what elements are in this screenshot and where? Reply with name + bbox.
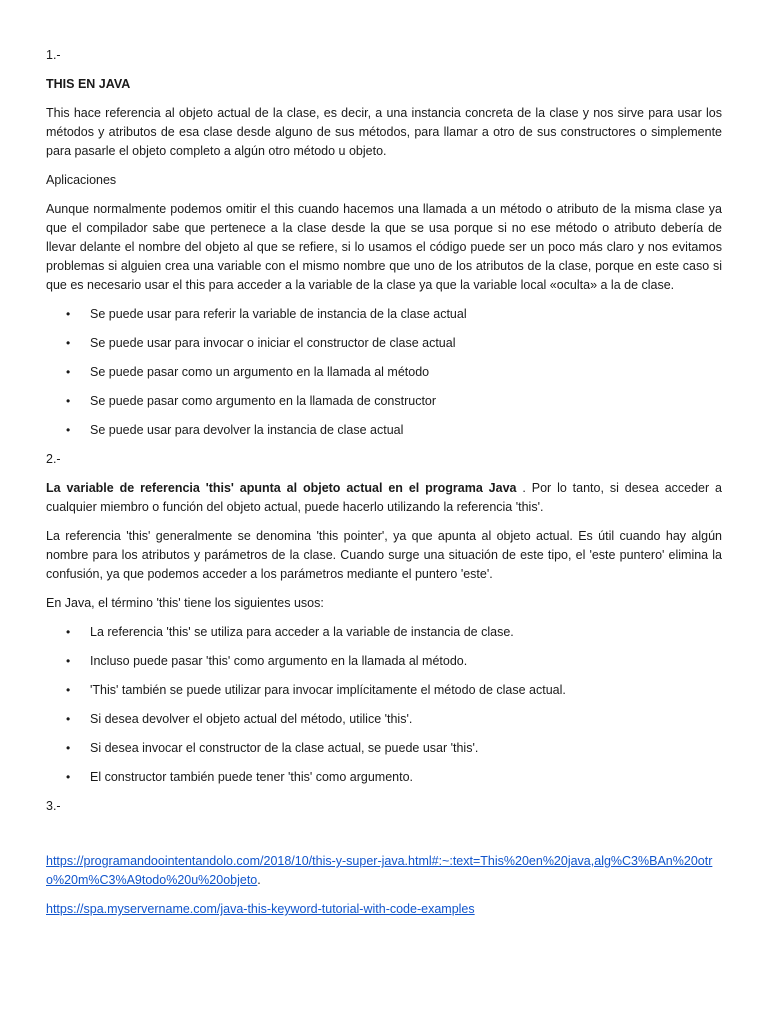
list-item: • Se puede usar para invocar o iniciar el constructor de clase actual bbox=[46, 334, 722, 353]
section-1-number: 1.- bbox=[46, 48, 61, 62]
bullet-icon: • bbox=[66, 365, 71, 379]
reference-2 bbox=[46, 900, 722, 919]
section-2-uses-intro: En Java, el término 'this' tiene los siguientes usos: bbox=[46, 596, 324, 610]
reference-link-2[interactable]: https://spa.myservername.com/java-this-keyword-tutorial-with-code-examples bbox=[46, 902, 475, 916]
section-1-bullet-list bbox=[46, 305, 722, 440]
bullet-icon: • bbox=[66, 394, 71, 408]
section-2-number: 2.- bbox=[46, 452, 61, 466]
section-1-subtitle: Aplicaciones bbox=[46, 173, 117, 187]
section-2-intro-rest: . Por lo tanto, si desea acceder a cualquier miembro o función del objeto actual, puede hacerlo utilizando la referencia 'this'. bbox=[46, 481, 723, 514]
bullet-icon: • bbox=[66, 654, 71, 668]
section-1-paragraph-2: Aunque normalmente podemos omitir el this cuando hacemos una llamada a un método o atributo de la misma clase ya que el compilador sabe que pertenece a la clase desde la que se usa porque si no ese método o atributo debería de llevar delante el nombre del objeto al que se refiere, si lo usamos el código puede ser un poco más claro y nos evitamos problemas si alguien crea una variable con el mismo nombre que uno de los atributos de la clase, porque en este caso si que es necesario usar el this para acceder a la variable de la clase ya que la variable local «oculta» a la de clase. bbox=[46, 202, 722, 292]
bullet-icon: • bbox=[66, 625, 71, 639]
section-2-intro-bold: La variable de referencia 'this' apunta al objeto actual en el programa Java bbox=[46, 481, 517, 495]
section-1-paragraph: This hace referencia al objeto actual de la clase, es decir, a una instancia concreta de la clase y nos sirve para usar los métodos y atributos de esa clase desde alguno de sus métodos, para llamar a otro de sus constructores o simplemente para pasarle el objeto completo a algún otro método u objeto. bbox=[46, 106, 722, 158]
bullet-icon: • bbox=[66, 741, 71, 755]
list-item: • Si desea invocar el constructor de la clase actual, se puede usar 'this'. bbox=[46, 739, 722, 758]
bullet-icon: • bbox=[66, 770, 71, 784]
bullet-icon: • bbox=[66, 712, 71, 726]
section-2-bullet-list bbox=[46, 623, 722, 787]
reference-1 bbox=[46, 852, 722, 890]
reference-1-suffix: . bbox=[257, 873, 261, 887]
section-2-paragraph: La referencia 'this' generalmente se denomina 'this pointer', ya que apunta al objeto actual. Es útil cuando hay algún nombre para los atributos y parámetros de la clase. Cuando surge una situación de este tipo, el 'este puntero' elimina la confusión, ya que podemos acceder a los parámetros mediante el puntero 'este'. bbox=[46, 529, 722, 581]
list-item: • La referencia 'this' se utiliza para acceder a la variable de instancia de clase. bbox=[46, 623, 722, 642]
list-item: • 'This' también se puede utilizar para invocar implícitamente el método de clase actual. bbox=[46, 681, 722, 700]
bullet-icon: • bbox=[66, 307, 71, 321]
list-item: • El constructor también puede tener 'this' como argumento. bbox=[46, 768, 722, 787]
reference-links bbox=[46, 852, 722, 919]
bullet-icon: • bbox=[66, 423, 71, 437]
list-item: • Si desea devolver el objeto actual del método, utilice 'this'. bbox=[46, 710, 722, 729]
section-2-intro bbox=[46, 479, 722, 517]
list-item: • Se puede pasar como argumento en la llamada de constructor bbox=[46, 392, 722, 411]
bullet-icon: • bbox=[66, 683, 71, 697]
list-item: • Incluso puede pasar 'this' como argumento en la llamada al método. bbox=[46, 652, 722, 671]
reference-link-1[interactable]: https://programandoointentandolo.com/2018/10/this-y-super-java.html#:~:text=This%20en%20java,alg%C3%BAn%20otro%20m%C3%A9todo%20u%20objeto bbox=[46, 854, 713, 887]
section-3-number: 3.- bbox=[46, 799, 61, 813]
list-item: • Se puede usar para devolver la instancia de clase actual bbox=[46, 421, 722, 440]
list-item: • Se puede usar para referir la variable de instancia de la clase actual bbox=[46, 305, 722, 324]
bullet-icon: • bbox=[66, 336, 71, 350]
spacer bbox=[46, 826, 722, 852]
section-1-title: THIS EN JAVA bbox=[46, 77, 131, 91]
list-item: • Se puede pasar como un argumento en la llamada al método bbox=[46, 363, 722, 382]
